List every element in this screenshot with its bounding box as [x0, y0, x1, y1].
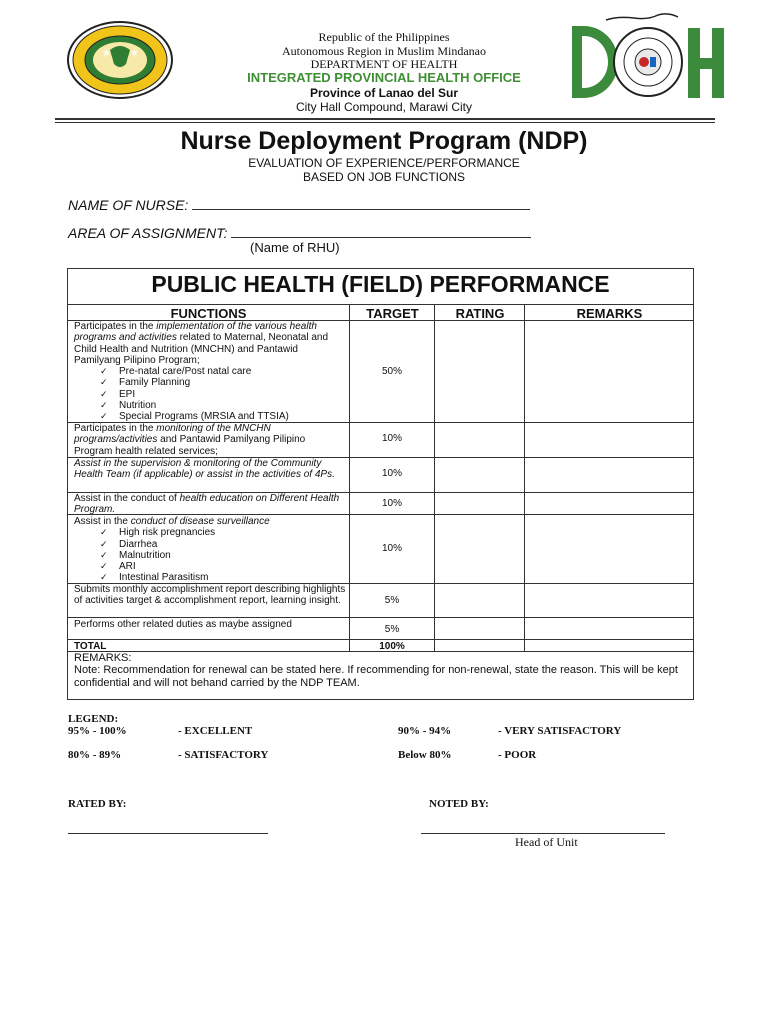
header-republic: Republic of the Philippines — [318, 30, 450, 44]
checklist-item: ✓ Intestinal Parasitism — [100, 572, 346, 583]
area-of-assignment-field[interactable] — [68, 225, 531, 241]
head-of-unit-caption: Head of Unit — [515, 835, 578, 849]
checklist-item: ✓ ARI — [100, 561, 346, 572]
table-row-6-function: Submits monthly accomplishment report describing highlights of activities target & accomplishment report, learning insight. — [74, 584, 346, 607]
checklist-item: ✓ Special Programs (MRSIA and TTSIA) — [100, 411, 346, 422]
total-value: 100% — [379, 641, 405, 652]
remarks-note: Note: Recommendation for renewal can be stated here. If recommending for non-renewal, state the reason. This will be kept confidential and will not behand carried by the NDP TEAM. — [74, 664, 678, 689]
table-row-3-function: Assist in the supervision & monitoring of the Community Health Team (if applicable) or assist in the activities of 4Ps. — [74, 458, 335, 481]
table-row-2-function: Participates in the monitoring of the MNCHN programs/activities and Pantawid Pamilyang Pilipino Program health related services; — [74, 423, 306, 457]
col-remarks: REMARKS — [576, 306, 643, 321]
svg-text:★: ★ — [130, 48, 139, 59]
page-subtitle-2: BASED ON JOB FUNCTIONS — [302, 170, 466, 184]
checklist-item: ✓ Family Planning — [100, 377, 346, 388]
table-row-6-target: 5% — [384, 595, 400, 606]
name-of-nurse-blank[interactable] — [192, 197, 530, 210]
checklist-item: ✓ Diarrhea — [100, 539, 346, 550]
header-office: INTEGRATED PROVINCIAL HEALTH OFFICE — [247, 70, 521, 85]
rated-by-signature-line[interactable] — [68, 833, 268, 834]
legend-range-a: 95% - 100% — [68, 725, 127, 737]
total-label: TOTAL — [74, 641, 107, 652]
header-department: DEPARTMENT OF HEALTH — [310, 57, 458, 71]
legend-text-c: - SATISFACTORY — [178, 749, 269, 761]
checklist-item: ✓ High risk pregnancies — [100, 527, 346, 538]
page-subtitle-1: EVALUATION OF EXPERIENCE/PERFORMANCE — [248, 156, 520, 170]
noted-by-signature-line[interactable] — [421, 833, 665, 834]
col-rating: RATING — [455, 306, 505, 321]
checklist-item: ✓ Pre-natal care/Post natal care — [100, 366, 346, 377]
table-row-1-function: Participates in the implementation of the various health programs and activities related to Maternal, Neonatal and Child Health and Nutrition (MNCHN) and Pantawid Pamilyang Pilipino Program; ✓ Pre-natal care/Post natal care ✓ Family Planning ✓ EPI ✓ Nutrition ✓ Special Programs (MRSIA and TTSIA) — [74, 321, 346, 423]
header-address: City Hall Compound, Marawi City — [295, 100, 473, 114]
header-divider — [55, 118, 715, 120]
legend-text-a: - EXCELLENT — [178, 725, 253, 737]
checklist-item: ✓ EPI — [100, 389, 346, 400]
remarks-label: REMARKS: — [74, 652, 132, 664]
name-of-nurse-field[interactable] — [68, 197, 530, 213]
noted-by-label: NOTED BY: — [429, 798, 489, 810]
header-divider-thin — [55, 122, 715, 123]
table-row-4-target: 10% — [381, 498, 402, 509]
page-title: Nurse Deployment Program (NDP) — [180, 127, 588, 155]
area-of-assignment-label: AREA OF ASSIGNMENT: — [68, 225, 228, 241]
checklist-item: ✓ Nutrition — [100, 400, 346, 411]
table-row-7-target: 5% — [384, 624, 400, 635]
table-row-1-target: 50% — [381, 366, 402, 377]
header-region: Autonomous Region in Muslim Mindanao — [282, 44, 486, 58]
name-of-nurse-label: NAME OF NURSE: — [68, 197, 189, 213]
legend-range-d: Below 80% — [398, 749, 452, 761]
header-province: Province of Lanao del Sur — [309, 86, 459, 100]
table-row-7-function: Performs other related duties as maybe assigned — [74, 619, 292, 630]
legend-label: LEGEND: — [68, 713, 119, 725]
legend-range-c: 80% - 89% — [68, 749, 122, 761]
table-row-5-function: Assist in the conduct of disease surveillance ✓ High risk pregnancies ✓ Diarrhea ✓ Malnutrition ✓ ARI ✓ Intestinal Parasitism — [74, 516, 346, 584]
rated-by-label: RATED BY: — [68, 798, 127, 810]
legend-text-d: - POOR — [498, 749, 537, 761]
table-row-3-target: 10% — [381, 468, 402, 479]
table-row-4-function: Assist in the conduct of health education on Different Health Program. — [74, 493, 340, 516]
table-title: PUBLIC HEALTH (FIELD) PERFORMANCE — [151, 271, 610, 297]
area-hint: (Name of RHU) — [250, 240, 340, 255]
checklist-item: ✓ Malnutrition — [100, 550, 346, 561]
area-of-assignment-blank[interactable] — [231, 225, 531, 238]
legend-range-b: 90% - 94% — [398, 725, 452, 737]
svg-text:★: ★ — [102, 48, 111, 59]
col-functions: FUNCTIONS — [170, 306, 247, 321]
legend-text-b: - VERY SATISFACTORY — [498, 725, 622, 737]
col-target: TARGET — [366, 306, 419, 321]
table-row-5-target: 10% — [381, 543, 402, 554]
table-row-2-target: 10% — [381, 433, 402, 444]
